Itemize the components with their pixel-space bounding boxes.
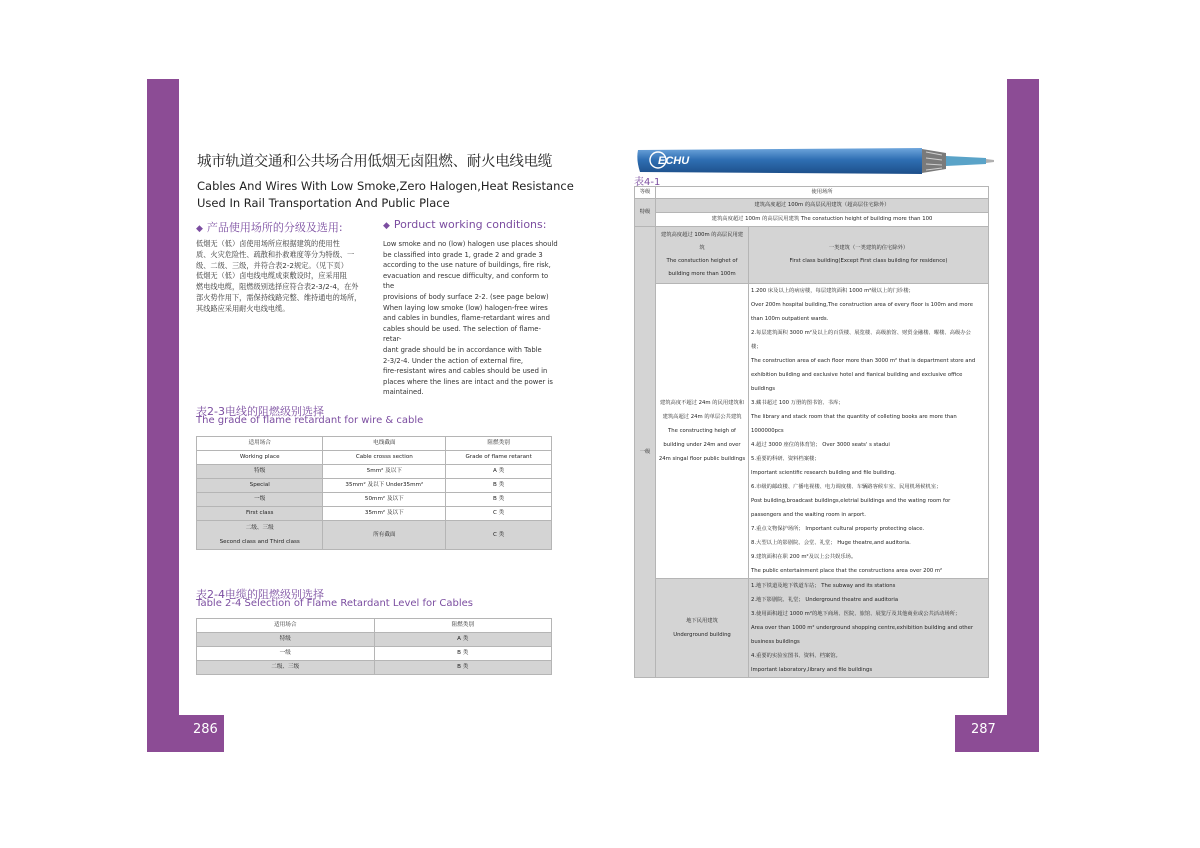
text-line: The public entertainment place that the constructions area over 200 m²	[751, 568, 943, 574]
table-cell: C 类	[446, 507, 552, 521]
table-cell: 特级	[197, 633, 375, 647]
text-line: 4.重要的实验室图书、资料、档案馆。	[751, 653, 841, 659]
table-cell: Special	[197, 479, 323, 493]
text-line: places where the lines are intact and the power is	[383, 377, 553, 386]
text-line: First class building(Except First class building for residence)	[789, 258, 948, 264]
page-title-en-line2: Used In Rail Transportation And Public Place	[197, 196, 450, 210]
text-line: maintained.	[383, 388, 424, 397]
table-cell: B 类	[446, 479, 552, 493]
text-line: according to the use nature of buildings, fire risk,	[383, 261, 551, 270]
table-header: 使用场所	[656, 187, 989, 199]
text-line: 3.使用面积超过 1000 m²的地下商场、医院、旅馆、展览厅及其他商业或公共活动场所；	[751, 611, 961, 617]
text-line: 2.地下影剧院、礼堂； Underground theatre and auditoria	[751, 597, 899, 603]
table-header: 阻燃类别	[446, 437, 552, 451]
page-title-en-line1: Cables And Wires With Low Smoke,Zero Halogen,Heat Resistance	[197, 179, 574, 193]
text-line: 2-3/2-4. Under the action of external fire,	[383, 356, 524, 365]
table-2-4	[196, 618, 552, 675]
text-line: building more than 100m	[668, 271, 736, 277]
text-line: building under 24m and over	[663, 442, 741, 448]
text-line: 6.市级的邮政楼、广播电视楼、电力调度楼、车辆路客候车室、民用机场候机室；	[751, 484, 942, 490]
text-line: passengers and the waiting room in arport.	[751, 512, 866, 518]
table-cell: 二级、三级 Second class and Third class	[197, 521, 323, 550]
table-4-1	[634, 186, 989, 678]
text-line: Over 200m hospital building,The construction area of every floor is 100m and more	[751, 302, 973, 308]
text-line: Post building,broadcast buildings,eletrial buildings and the wating room for	[751, 498, 951, 504]
text-line: The constructing heigh of	[668, 428, 736, 434]
table-cell	[656, 227, 749, 284]
table-cell: First class	[197, 507, 323, 521]
table-cell: 5mm² 及以下	[323, 465, 446, 479]
text-line: Underground building	[673, 632, 731, 638]
cable-logo: ECHU	[658, 155, 690, 167]
text-line: provisions of body surface 2-2. (see page below)	[383, 292, 549, 301]
table-cell	[749, 284, 989, 579]
table-header: Grade of flame retarant	[446, 451, 552, 465]
diamond-icon: ◆	[196, 224, 203, 234]
table-cell	[749, 227, 989, 284]
text-line: Low smoke and no (low) halogen use places should	[383, 240, 558, 248]
table-cell: 特级	[635, 199, 656, 227]
text-line: 级、二级、三级，并符合表2-2规定。（见下页）	[196, 260, 348, 270]
text-line: dant grade should be in accordance with Table	[383, 345, 542, 354]
table-cell: 所有截面	[323, 521, 446, 550]
table-cell: 建筑高度超过 100m 的高层民用建筑（超高层住宅除外）	[656, 199, 989, 213]
text-line: 质、火灾危险性、疏散和扑救难度等分为特级、一	[196, 249, 355, 259]
table-cell: B 类	[374, 647, 552, 661]
table-2-3-caption-cn: 表2-3电线的阻燃级别选择	[196, 405, 324, 418]
table-cell: C 类	[446, 521, 552, 550]
table-cell: 35mm² 及以下	[323, 507, 446, 521]
table-cell: B 类	[374, 661, 552, 675]
table-header: 电线截面	[323, 437, 446, 451]
table-cell: A 类	[374, 633, 552, 647]
text-line: 建筑高度超过 100m 的高层民用建	[660, 232, 744, 238]
table-cell: 特级	[197, 465, 323, 479]
table-cell: 建筑高度超过 100m 的高层民用建筑 The constuction height of building more than 100	[656, 213, 989, 227]
text-line: and cables in bundles, flame-retardant wires and	[383, 314, 550, 323]
section-body-cn	[196, 239, 376, 315]
text-line: 建筑高超过 24m 的单层公共建筑	[662, 414, 742, 420]
text-line: 燃电线电缆，阻燃级别选择应符合表2-3/2-4，在外	[196, 282, 359, 292]
table-header: 适用场合	[197, 437, 323, 451]
text-line: 楼；	[751, 344, 762, 350]
text-line: 2.每层建筑面积 3000 m²及以上的百货楼、展览楼、高级旅馆、财贸金融楼、曜楼、高级办公	[751, 330, 971, 336]
text-line: fire-resistant wires and cables should be used in	[383, 367, 548, 376]
table-cell	[656, 284, 749, 579]
text-line: 8.大型以上的影剧院、会堂、礼堂； Huge theatre,and auditoria.	[751, 540, 911, 546]
table-cell	[656, 579, 749, 678]
text-line: 一类建筑（一类建筑的住宅除外）	[828, 245, 909, 251]
table-cell: A 类	[446, 465, 552, 479]
table-cell	[749, 579, 989, 678]
text-line: evacuation and rescue difficulty, and conform to the	[383, 271, 549, 291]
text-line: 低烟无（低）卤电线电缆成束敷设时，应采用阻	[196, 271, 347, 281]
text-line: 24m singal floor public buildings	[658, 456, 746, 462]
text-line: Important laboratory,library and file buildings	[751, 667, 873, 673]
table-header: Cable crosss section	[323, 451, 446, 465]
text-line: When laying low smoke (low) halogen-free wires	[383, 303, 548, 312]
text-line: Area over than 1000 m² underground shopping centre,exhibition building and other	[751, 625, 974, 631]
section-body-en	[383, 239, 558, 398]
cable-core	[946, 156, 986, 166]
text-line: 建筑高度不超过 24m 的民用建筑和	[659, 400, 745, 406]
table-cell: 35mm² 及以下 Under35mm²	[323, 479, 446, 493]
text-line: 3.藏书超过 100 万册的图书馆、书库；	[751, 400, 844, 406]
text-line: 地下民用建筑	[686, 618, 718, 624]
right-page-number: 287	[971, 722, 996, 737]
text-line: buildings	[751, 386, 775, 392]
text-line: 1.200 床及以上的病房楼，每层建筑面积 1000 m²级以上的门诊楼；	[751, 288, 914, 294]
text-line: 低烟无（低）卤使用场所应根据建筑的使用性	[196, 239, 340, 248]
table-cell: 一级	[197, 493, 323, 507]
text-line: Important scientific research building and file building.	[751, 470, 896, 476]
table-cell: B 类	[446, 493, 552, 507]
table-cell: 一级	[635, 227, 656, 678]
text-line: than 100m outpatient wards.	[751, 316, 829, 322]
table-2-3	[196, 436, 552, 550]
table-2-4-caption-en: Table 2-4 Selection of Flame Retardant Level for Cables	[196, 598, 474, 609]
text-line: exhibition building and exclusive hotel and fianical building and exclusive office	[751, 372, 963, 378]
left-page-number: 286	[193, 722, 218, 737]
table-cell: 50mm² 及以下	[323, 493, 446, 507]
cable-tip	[986, 159, 994, 163]
text-line: 7.重点文物保护场所； Important cultural property protecting olace.	[751, 526, 925, 532]
text-line: business buildings	[751, 639, 800, 645]
right-page-number-tab	[955, 715, 1039, 752]
text-line: 4.超过 3000 座位的体育馆； Over 3000 seats' s stadui	[751, 442, 890, 448]
table-header: 阻燃类别	[374, 619, 552, 633]
text-line: 5.重要的科研、资料档案楼；	[751, 456, 820, 462]
text-line: 9.建筑面积在职 200 m²及以上公共娱乐场。	[751, 554, 857, 560]
table-header: 等级	[635, 187, 656, 199]
text-line: 1000000pcs	[751, 428, 784, 434]
table-header: Working place	[197, 451, 323, 465]
text-line: The library and stack room that the quantity of colleting books are more than	[751, 414, 957, 420]
text-line: be classified into grade 1, grade 2 and grade 3	[383, 250, 543, 259]
table-2-4-caption-cn: 表2-4电缆的阻燃级别选择	[196, 588, 324, 601]
table-cell: 一级	[197, 647, 375, 661]
diamond-icon: ◆	[383, 221, 390, 231]
text-line: cables should be used. The selection of flame-retar-	[383, 324, 541, 344]
table-cell: 二级、三级	[197, 661, 375, 675]
right-purple-band	[1007, 79, 1039, 752]
cable-image	[636, 140, 996, 180]
text-line: 1.地下铁道及地下铁道车站； The subway and its stations	[751, 583, 896, 589]
table-4-1-caption: 表4-1	[634, 177, 661, 188]
section-heading-en: ◆ Porduct working conditions:	[383, 218, 547, 231]
page-title-cn: 城市轨道交通和公共场合用低烟无卤阻燃、耐火电线电缆	[197, 154, 552, 170]
text-line: The constuction heighet of	[666, 258, 738, 264]
table-2-3-caption-en: The grade of flame retardant for wire & cable	[196, 415, 424, 426]
text-line: 筑	[699, 245, 705, 251]
text-line: The construction area of each floor more than 3000 m² that is department store and	[751, 358, 976, 364]
left-purple-band	[147, 79, 179, 752]
text-line: 部火势作用下，需保持线路完整、维持通电的场所，	[196, 292, 362, 302]
text-line: 其线路应采用耐火电线电缆。	[196, 303, 290, 313]
section-heading-cn: ◆ 产品使用场所的分级及选用:	[196, 221, 343, 234]
table-header: 适用场合	[197, 619, 375, 633]
